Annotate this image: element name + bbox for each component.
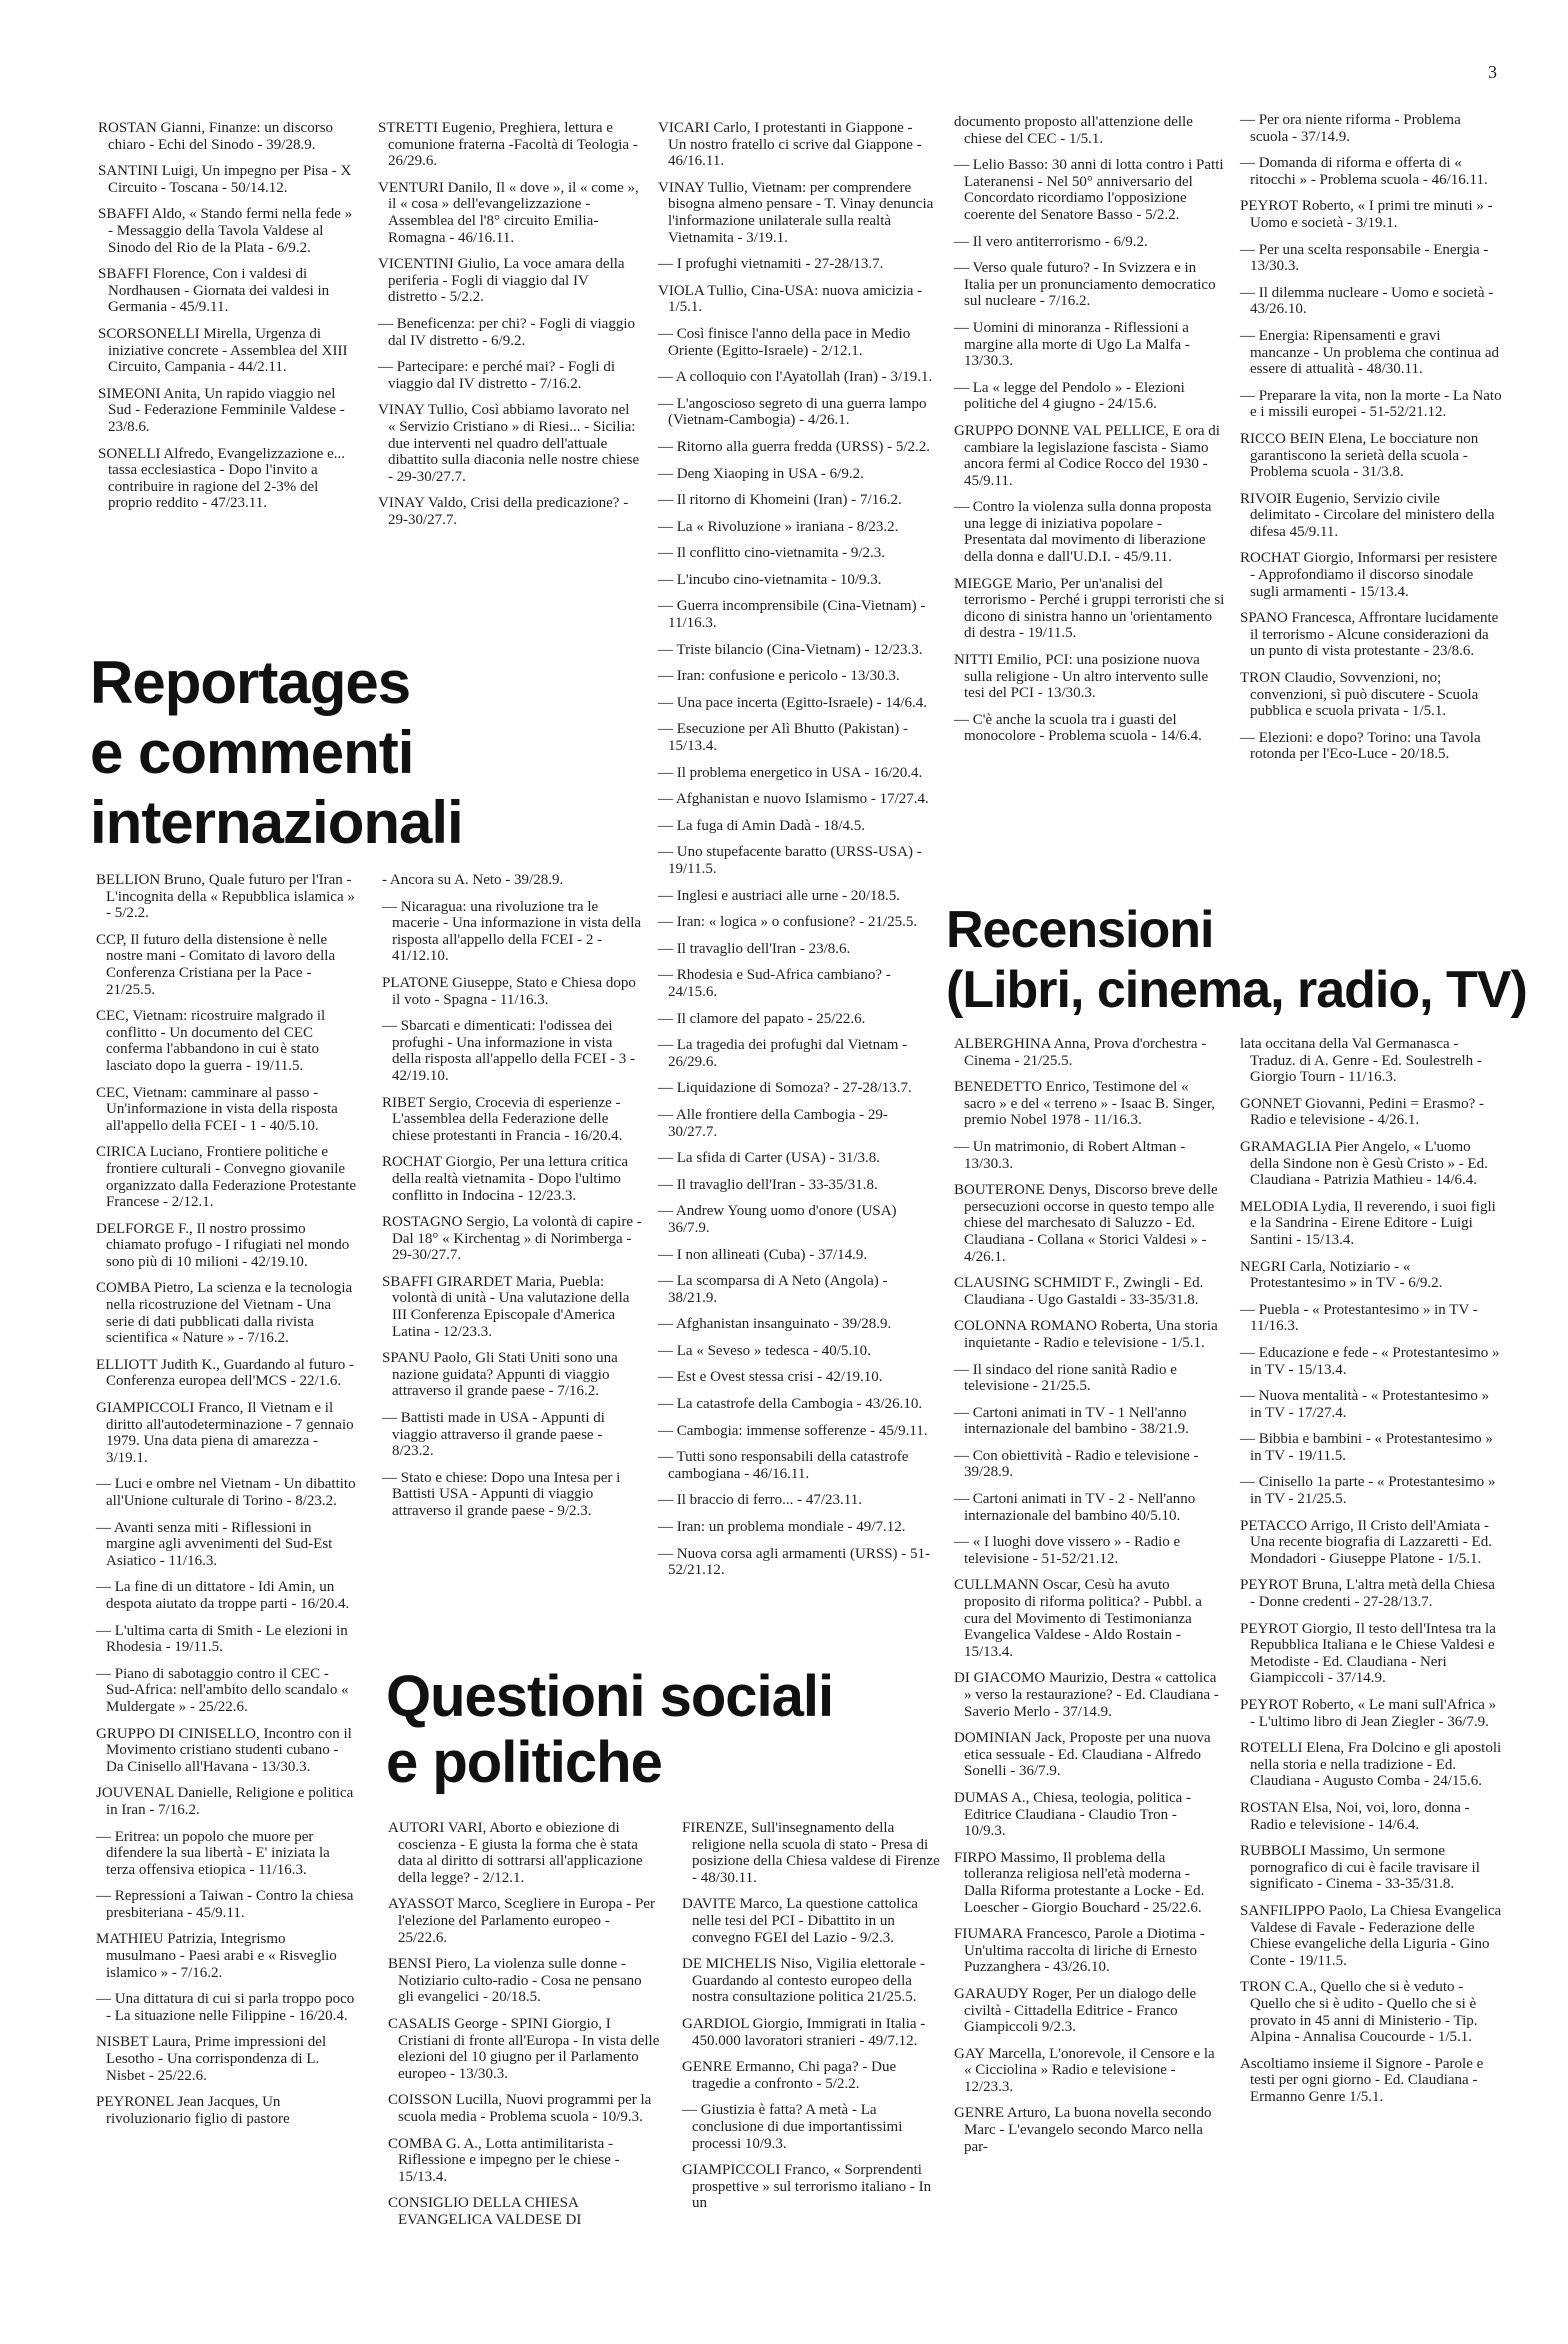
index-entry: — Partecipare: e perché mai? - Fogli di viaggio dal IV distretto - 7/16.2. [378,359,615,392]
index-entry: PLATONE Giuseppe, Stato e Chiesa dopo il voto - Spagna - 11/16.3. [382,974,636,1008]
index-entry: — La tragedia dei profughi dal Vietnam - 26/29.6. [658,1037,908,1070]
index-entry: — Guerra incomprensibile (Cina-Vietnam) - 11/16.3. [658,598,926,632]
index-entry: — Andrew Young uomo d'onore (USA) 36/7.9. [658,1203,897,1236]
index-entry: JOUVENAL Danielle, Religione e politica in Iran - 7/16.2. [96,1785,354,1818]
index-entry: NEGRI Carla, Notiziario - « Protestantesimo » in TV - 6/9.2. [1240,1258,1443,1292]
index-entry: — Il problema energetico in USA - 16/20.4. [658,764,923,781]
index-entry: — « I luoghi dove vissero » - Radio e televisione - 51-52/21.12. [954,1534,1181,1567]
index-entry: — Un matrimonio, di Robert Altman - 13/30.3. [954,1138,1186,1172]
index-entry: documento proposto all'attenzione delle chiese del CEC - 1/5.1. [954,114,1193,147]
index-entry: — Afghanistan e nuovo Islamismo - 17/27.4. [658,791,929,808]
index-entry: — Luci e ombre nel Vietnam - Un dibattito all'Unione culturale di Torino - 8/23.2. [96,1476,356,1509]
index-entry: GENRE Arturo, La buona novella secondo Marc - L'evangelo secondo Marco nella par- [954,2105,1212,2155]
index-entry: — Afghanistan insanguinato - 39/28.9. [658,1316,892,1333]
index-entry: PEYROT Roberto, « I primi tre minuti » - Uomo e società - 3/19.1. [1240,198,1493,231]
index-entry: PETACCO Arrigo, Il Cristo dell'Amiata - Una recente biografia di Lazzaretti - Ed. Mondadori - Giuseppe Platone - 1/5.1. [1240,1517,1492,1567]
index-entry: NITTI Emilio, PCI: una posizione nuova sulla religione - Un altro intervento sulle tesi del PCI - 13/30.3. [954,652,1209,702]
index-entry: SIMEONI Anita, Un rapido viaggio nel Sud - Federazione Femminile Valdese - 23/8.6. [98,385,345,435]
index-entry: CEC, Vietnam: camminare al passo - Un'informazione in vista della risposta all'appello della FCEI - 1 - 40/5.10. [96,1084,338,1134]
headline-line: e politiche [386,1730,662,1795]
index-entry: SPANO Francesca, Affrontare lucidamente il terrorismo - Alcune considerazioni da un punto di vista protestante - 23/8.6. [1240,610,1499,660]
index-entry: VENTURI Danilo, Il « dove », il « come », il « cosa » dell'evangelizzazione - Assemblea del l'8° circuito Emilia-Romagna - 46/16.11. [378,179,639,246]
index-entry: — Est e Ovest stessa crisi - 42/19.10. [658,1369,883,1386]
index-entry: — Preparare la vita, non la morte - La Nato e i missili europei - 51-52/21.12. [1240,387,1502,421]
index-entry: — Bibbia e bambini - « Protestantesimo » in TV - 19/11.5. [1240,1431,1493,1464]
index-entry: — Esecuzione per Alì Bhutto (Pakistan) - 15/13.4. [658,721,908,755]
index-entry: DAVITE Marco, La questione cattolica nelle tesi del PCI - Dibattito in un convegno FGEI del Lazio - 9/2.3. [682,1896,918,1946]
index-entry: SBAFFI Aldo, « Stando fermi nella fede » - Messaggio della Tavola Valdese al Sinodo del Rio de la Plata - 6/9.2. [98,206,353,256]
index-entry: VICARI Carlo, I protestanti in Giappone - Un nostro fratello ci scrive dal Giappone - 46/16.11. [658,120,922,170]
index-entry: — Il travaglio dell'Iran - 33-35/31.8. [658,1176,878,1193]
index-entry: SBAFFI Florence, Con i valdesi di Nordhausen - Giornata dei valdesi in Germania - 45/9.11. [98,266,330,316]
index-entry: ROCHAT Giorgio, Per una lettura critica della realtà vietnamita - Dopo l'ultimo conflitto in Indocina - 12/23.3. [382,1154,629,1204]
index-entry: — Per una scelta responsabile - Energia - 13/30.3. [1240,241,1489,275]
column-d [954,114,1226,755]
index-entry: — Iran: « logica » o confusione? - 21/25.5. [658,914,918,931]
index-entry: — Battisti made in USA - Appunti di viaggio attraverso il grande paese - 8/23.2. [382,1410,605,1460]
section-headline-questioni [386,1664,833,1796]
index-entry: — Uomini di minoranza - Riflessioni a margine alla morte di Ugo La Malfa - 13/30.3. [954,319,1190,370]
index-entry: DUMAS A., Chiesa, teologia, politica - Editrice Claudiana - Claudio Tron - 10/9.3. [954,1789,1192,1840]
index-entry: — Cambogia: immense sofferenze - 45/9.11. [658,1422,928,1439]
index-entry: — Il conflitto cino-vietnamita - 9/2.3. [658,545,886,562]
index-entry: — Stato e chiese: Dopo una Intesa per i Battisti USA - Appunti di viaggio attraverso il grande paese - 9/2.3. [382,1469,621,1519]
index-entry: — Sbarcati e dimenticati: l'odissea dei profughi - Una informazione in vista della risposta all'appello della FCEI - 3 - 42/19.10. [382,1018,636,1084]
index-entry: — Così finisce l'anno della pace in Medio Oriente (Egitto-Israele) - 2/12.1. [658,325,911,359]
index-entry: — Con obiettività - Radio e televisione - 39/28.9. [954,1447,1199,1481]
column-questioni-a [388,1820,660,2238]
index-entry: ROSTAN Gianni, Finanze: un discorso chiaro - Echi del Sinodo - 39/28.9. [98,120,334,153]
index-entry: COMBA Pietro, La scienza e la tecnologia nella ricostruzione del Vietnam - Una serie di dati pubblicati dalla rivista scientifica « Nature » - 7/16.2. [96,1280,353,1347]
index-entry: lata occitana della Val Germanasca - Traduz. di A. Genre - Ed. Soulestrelh - Giorgio Tourn - 11/16.3. [1240,1036,1482,1086]
index-entry: — Tutti sono responsabili della catastrofe cambogiana - 46/16.11. [658,1449,909,1482]
index-entry: — Una pace incerta (Egitto-Israele) - 14/6.4. [658,694,928,711]
index-entry: PEYROT Roberto, « Le mani sull'Africa » - L'ultimo libro di Jean Ziegler - 36/7.9. [1240,1697,1497,1730]
index-entry: CEC, Vietnam: ricostruire malgrado il conflitto - Un documento del CEC conferma l'abbandono in cui è stato lasciato dopo la guerra - 19/11.5. [96,1008,326,1074]
index-entry: VINAY Tullio, Vietnam: per comprendere bisogna almeno pensare - T. Vinay denuncia l'informazione unilaterale sulla realtà Vietnamita - 3/19.1. [658,179,934,246]
index-entry: — Cartoni animati in TV - 1 Nell'anno internazionale del bambino - 38/21.9. [954,1404,1189,1438]
index-entry: — La sfida di Carter (USA) - 31/3.8. [658,1150,881,1167]
index-entry: GRUPPO DI CINISELLO, Incontro con il Movimento cristiano studenti cubano - Da Cinisello all'Havana - 13/30.3. [96,1725,352,1775]
index-entry: SANFILIPPO Paolo, La Chiesa Evangelica Valdese di Favale - Federazione delle Chiese evangeliche della Liguria - Gino Conte - 19/11.5. [1240,1902,1502,1969]
index-entry: GARDIOL Giorgio, Immigrati in Italia - 450.000 lavoratori stranieri - 49/7.12. [682,2015,926,2049]
section-headline-recensioni [946,900,1527,1020]
index-entry: CLAUSING SCHMIDT F., Zwingli - Ed. Claudiana - Ugo Gastaldi - 33-35/31.8. [954,1275,1204,1308]
index-entry: FIRPO Massimo, Il problema della tolleranza religiosa nell'età moderna - Dalla Riforma protestante a Locke - Ed. Loescher - Giorgio Bouchard - 25/22.6. [954,1849,1205,1916]
index-entry: MATHIEU Patrizia, Integrismo musulmano - Paesi arabi e « Risveglio islamico » - 7/16.2. [96,1931,337,1981]
index-entry: VINAY Valdo, Crisi della predicazione? - 29-30/27.7. [378,495,629,528]
page-number: 3 [1488,62,1497,82]
index-entry: — La fuga di Amin Dadà - 18/4.5. [658,817,866,834]
index-entry: — Triste bilancio (Cina-Vietnam) - 12/23.3. [658,641,923,658]
index-entry: — Il vero antiterrorismo - 6/9.2. [954,233,1148,250]
index-entry: — La « Seveso » tedesca - 40/5.10. [658,1342,871,1359]
index-entry: — Liquidazione di Somoza? - 27-28/13.7. [658,1080,912,1097]
index-entry: — Cinisello 1a parte - « Protestantesimo » in TV - 21/25.5. [1240,1474,1496,1508]
index-entry: — Il braccio di ferro... - 47/23.11. [658,1492,862,1509]
index-entry: — La catastrofe della Cambogia - 43/26.10. [658,1396,923,1413]
index-entry: GENRE Ermanno, Chi paga? - Due tragedie a confronto - 5/2.2. [682,2059,897,2092]
index-entry: — Rhodesia e Sud-Africa cambiano? - 24/15.6. [658,967,891,1000]
index-entry: VINAY Tullio, Così abbiamo lavorato nel « Servizio Cristiano » di Riesi... - Sicilia: due interventi nel quadro dell'attuale dibattito sulla diaconia nelle nostre chiese - 29-30/27.7. [378,402,640,485]
index-entry: GAY Marcella, L'onorevole, il Censore e la « Cicciolina » Radio e televisione - 12/23.3. [954,2045,1215,2095]
column-c [658,120,934,1589]
headline-line: internazionali [90,789,463,856]
index-entry: COISSON Lucilla, Nuovi programmi per la scuola media - Problema scuola - 10/9.3. [388,2092,652,2125]
index-entry: — Energia: Ripensamenti e gravi mancanze - Un problema che continua ad essere di attualità - 48/30.11. [1240,327,1500,378]
column-reportages-b [382,872,644,1530]
index-entry: — Elezioni: e dopo? Torino: una Tavola rotonda per l'Eco-Luce - 20/18.5. [1240,729,1481,763]
column-e [1240,112,1502,773]
index-entry: — Contro la violenza sulla donna proposta una legge di iniziativa popolare - Presentata dal movimento di liberazione della donna e dall'U.D.I. - 45/9.11. [954,499,1212,566]
index-entry: — Nuova corsa agli armamenti (URSS) - 51-52/21.12. [658,1545,931,1579]
index-entry: — Verso quale futuro? - In Svizzera e in Italia per un pronunciamento democratico sul nucleare - 7/16.2. [954,260,1216,310]
index-entry: RIVOIR Eugenio, Servizio civile delimitato - Circolare del ministero della difesa 45/9.11. [1240,490,1495,540]
index-entry: — Il dilemma nucleare - Uomo e società - 43/26.10. [1240,284,1494,318]
index-entry: GIAMPICCOLI Franco, « Sorprendenti prospettive » sul terrorismo italiano - In un [682,2162,932,2212]
index-entry: CCP, Il futuro della distensione è nelle nostre mani - Comitato di lavoro della Conferenza Cristiana per la Pace - 21/25.5. [96,931,336,998]
index-entry: — Eritrea: un popolo che muore per difendere la sua libertà - E' iniziata la terza offensiva etiopica - 11/16.3. [96,1828,330,1878]
index-entry: ROTELLI Elena, Fra Dolcino e gli apostoli nella storia e nella tradizione - Ed. Claudiana - Augusto Comba - 24/15.6. [1240,1740,1502,1790]
index-entry: — Giustizia è fatta? A metà - La conclusione di due importantissimi processi 10/9.3. [682,2102,903,2152]
index-entry: — Piano di sabotaggio contro il CEC - Sud-Africa: nell'ambito dello scandalo « Muldergate » - 25/22.6. [96,1665,349,1715]
index-entry: CIRICA Luciano, Frontiere politiche e frontiere culturali - Convegno giovanile organizzato dalla Federazione Protestante Francese - 2/12.1. [96,1144,357,1211]
index-entry: — Il clamore del papato - 25/22.6. [658,1010,866,1027]
index-entry: FIRENZE, Sull'insegnamento della religione nella scuola di stato - Presa di posizione della Chiesa valdese di Firenze - 48/30.11. [682,1820,940,1886]
index-entry: AUTORI VARI, Aborto e obiezione di coscienza - E giusta la forma che è stata data al diritto di sottrarsi all'applicazione della legge? - 2/12.1. [388,1820,643,1886]
index-entry: — Cartoni animati in TV - 2 - Nell'anno internazionale del bambino 40/5.10. [954,1491,1196,1524]
column-top-b [378,120,640,538]
index-entry: ROSTAGNO Sergio, La volontà di capire - Dal 18° « Kirchentag » di Norimberga - 29-30/27.7. [382,1214,642,1264]
index-entry: SANTINI Luigi, Un impegno per Pisa - X Circuito - Toscana - 50/14.12. [98,163,352,196]
index-entry: ROCHAT Giorgio, Informarsi per resistere - Approfondiamo il discorso sinodale sugli armamenti - 15/13.4. [1240,550,1498,600]
headline-line: (Libri, cinema, radio, TV) [946,961,1527,1019]
section-headline-reportages [90,648,463,858]
index-entry: CULLMANN Oscar, Cesù ha avuto proposito di riforma politica? - Pubbl. a cura del Movimento di Testimonianza Evangelica Valdese - Aldo Rostain - 15/13.4. [954,1577,1202,1660]
index-entry: — La « legge del Pendolo » - Elezioni politiche del 4 giugno - 24/15.6. [954,379,1185,413]
index-entry: — Uno stupefacente baratto (URSS-USA) - 19/11.5. [658,844,922,877]
index-entry: GRUPPO DONNE VAL PELLICE, E ora di cambiare la legislazione fascista - Siamo ancora fermi al Codice Rocco del 1930 - 45/9.11. [954,422,1220,489]
index-entry: VICENTINI Giulio, La voce amara della periferia - Fogli di viaggio dal IV distretto - 5/2.2. [378,256,625,306]
index-entry: PEYRONEL Jean Jacques, Un rivoluzionario figlio di pastore [96,2094,290,2127]
index-entry: — I non allineati (Cuba) - 37/14.9. [658,1246,868,1263]
index-entry: DOMINIAN Jack, Proposte per una nuova etica sessuale - Ed. Claudiana - Alfredo Sonelli - 36/7.9. [954,1730,1211,1780]
index-entry: STRETTI Eugenio, Preghiera, lettura e comunione fraterna -Facoltà di Teologia - 26/29.6. [378,120,638,170]
index-entry: AYASSOT Marco, Scegliere in Europa - Per l'elezione del Parlamento europeo - 25/22.6. [388,1896,656,1946]
column-recensioni-a [954,1036,1222,2165]
index-entry: — Nuova mentalità - « Protestantesimo » in TV - 17/27.4. [1240,1388,1490,1421]
column-questioni-b [682,1820,942,2222]
index-entry: — Alle frontiere della Cambogia - 29-30/27.7. [658,1106,888,1140]
index-entry: SONELLI Alfredo, Evangelizzazione e... tassa ecclesiastica - Dopo l'invito a contribuire in ragione del 2-3% del proprio reddito - 47/23.11. [98,445,345,512]
index-entry: — Inglesi e austriaci alle urne - 20/18.5. [658,887,901,904]
index-entry: Ascoltiamo insieme il Signore - Parole e testi per ogni giorno - Ed. Claudiana - Ermanno Genre 1/5.1. [1240,2055,1484,2105]
column-reportages-a [96,872,358,2137]
index-entry: RUBBOLI Massimo, Un sermone pornografico di cui è facile travisare il significato - Cinema - 33-35/31.8. [1240,1843,1480,1893]
index-entry: — Una dittatura di cui si parla troppo poco - La situazione nelle Filippine - 16/20.4. [96,1991,355,2024]
index-entry: GONNET Giovanni, Pedini = Erasmo? - Radio e televisione - 4/26.1. [1240,1095,1484,1129]
index-entry: — La « Rivoluzione » iraniana - 8/23.2. [658,518,899,535]
index-entry: SBAFFI GIRARDET Maria, Puebla: volontà di unità - Una valutazione della III Conferenza Episcopale d'America Latina - 12/23.3. [382,1273,630,1340]
index-entry: — C'è anche la scuola tra i guasti del monocolore - Problema scuola - 14/6.4. [954,711,1202,745]
index-entry: — L'angoscioso segreto di una guerra lampo (Vietnam-Cambogia) - 4/26.1. [658,395,927,429]
index-entry: — Ritorno alla guerra fredda (URSS) - 5/2.2. [658,438,931,455]
index-entry: PEYROT Bruna, L'altra metà della Chiesa - Donne credenti - 27-28/13.7. [1240,1577,1495,1611]
index-entry: VIOLA Tullio, Cina-USA: nuova amicizia - 1/5.1. [658,282,923,316]
index-entry: — Il travaglio dell'Iran - 23/8.6. [658,940,851,957]
index-entry: BELLION Bruno, Quale futuro per l'Iran - L'incognita della « Repubblica islamica » - 5/2.2. [96,872,355,922]
index-entry: TRON Claudio, Sovvenzioni, no; convenzioni, sì può discutere - Scuola pubblica e scuola privata - 1/5.1. [1240,670,1479,720]
headline-line: Questioni sociali [386,1664,834,1729]
index-entry: — La scomparsa di A Neto (Angola) - 38/21.9. [658,1273,888,1306]
headline-line: Recensioni [946,901,1214,959]
index-entry: PEYROT Giorgio, Il testo dell'Intesa tra la Repubblica Italiana e le Chiese Valdesi e Metodiste - Ed. Claudiana - Neri Giampiccoli - 37/14.9. [1240,1620,1496,1687]
index-entry: DE MICHELIS Niso, Vigilia elettorale - Guardando al contesto europeo della nostra consultazione politica 21/25.5. [682,1956,925,2006]
index-entry: — Beneficenza: per chi? - Fogli di viaggio dal IV distretto - 6/9.2. [378,315,635,349]
index-entry: — L'ultima carta di Smith - Le elezioni in Rhodesia - 19/11.5. [96,1622,348,1656]
index-entry: SPANU Paolo, Gli Stati Uniti sono una nazione guidata? Appunti di viaggio attraverso il grande paese - 7/16.2. [382,1350,618,1400]
index-entry: RIBET Sergio, Crocevia di esperienze - L'assemblea della Federazione delle chiese protestanti in Francia - 16/20.4. [382,1094,623,1144]
index-entry: ROSTAN Elsa, Noi, voi, loro, donna - Radio e televisione - 14/6.4. [1240,1799,1470,1833]
index-entry: MELODIA Lydia, Il reverendo, i suoi figli e la Sandrina - Eirene Editore - Luigi Santini - 15/13.4. [1240,1198,1496,1248]
index-entry: — I profughi vietnamiti - 27-28/13.7. [658,256,884,273]
index-entry: - Ancora su A. Neto - 39/28.9. [382,872,564,888]
index-entry: RICCO BEIN Elena, Le bocciature non garantiscono la serietà della scuola - Problema scuola - 31/3.8. [1240,430,1479,481]
index-entry: FIUMARA Francesco, Parole a Diotima - Un'ultima raccolta di liriche di Ernesto Puzzanghera - 43/26.10. [954,1926,1205,1976]
headline-line: Reportages [90,649,411,716]
index-entry: — Per ora niente riforma - Problema scuola - 37/14.9. [1240,112,1461,145]
index-entry: GIAMPICCOLI Franco, Il Vietnam e il diritto all'autodeterminazione - 7 gennaio 1979. Una data piena di amarezza - 3/19.1. [96,1400,354,1466]
index-entry: — Deng Xiaoping in USA - 6/9.2. [658,465,864,482]
index-entry: ALBERGHINA Anna, Prova d'orchestra - Cinema - 21/25.5. [954,1036,1207,1069]
index-entry: — Iran: un problema mondiale - 49/7.12. [658,1519,906,1536]
index-entry: GRAMAGLIA Pier Angelo, « L'uomo della Sindone non è Gesù Cristo » - Ed. Claudiana - Patrizia Mathieu - 14/6.4. [1240,1138,1488,1189]
index-entry: GARAUDY Roger, Per un dialogo delle civiltà - Cittadella Editrice - Franco Giampiccoli 9/2.3. [954,1985,1197,2036]
column-top-a [98,120,360,522]
index-entry: — Nicaragua: una rivoluzione tra le macerie - Una informazione in vista della risposta all'appello della FCEI - 2 - 41/12.10. [382,898,642,965]
index-entry: — Domanda di riforma e offerta di « ritocchi » - Problema scuola - 46/16.11. [1240,155,1488,188]
index-entry: — La fine di un dittatore - Idi Amin, un despota aiutato da troppe parti - 16/20.4. [96,1579,350,1612]
index-entry: NISBET Laura, Prime impressioni del Lesotho - Una corrispondenza di L. Nisbet - 25/22.6. [96,2034,327,2084]
index-entry: BOUTERONE Denys, Discorso breve delle persecuzioni occorse in questo tempo alle chiese del marchesato di Saluzzo - Ed. Claudiana - Collana « Storici Valdesi » - 4/26.1. [954,1182,1218,1265]
index-entry: — Puebla - « Protestantesimo » in TV - 11/16.3. [1240,1301,1478,1335]
index-entry: COMBA G. A., Lotta antimilitarista - Riflessione e impegno per le chiese - 15/13.4. [388,2135,620,2185]
index-entry: COLONNA ROMANO Roberta, Una storia inquietante - Radio e televisione - 1/5.1. [954,1318,1218,1351]
index-entry: — Educazione e fede - « Protestantesimo » in TV - 15/13.4. [1240,1344,1500,1378]
index-entry: CONSIGLIO DELLA CHIESA EVANGELICA VALDESE DI [388,2195,582,2228]
index-entry: — Il sindaco del rione sanità Radio e televisione - 21/25.5. [954,1361,1177,1395]
column-recensioni-b [1240,1036,1502,2115]
index-entry: SCORSONELLI Mirella, Urgenza di iniziative concrete - Assemblea del XIII Circuito, Campania - 44/2.11. [98,325,348,376]
index-entry: BENSI Piero, La violenza sulle donne - Notiziario culto-radio - Cosa ne pensano gli evangelici - 20/18.5. [388,1956,642,2006]
index-entry: — Avanti senza miti - Riflessioni in margine agli avvenimenti del Sud-Est Asiatico - 11/16.3. [96,1519,333,1569]
index-entry: TRON C.A., Quello che si è veduto - Quello che si è udito - Quello che si è provato in 45 anni di Ministerio - Tip. Alpina - Annalisa Coucourde - 1/5.1. [1240,1979,1478,2046]
index-entry: — A colloquio con l'Ayatollah (Iran) - 3/19.1. [658,369,933,386]
headline-line: e commenti [90,719,414,786]
index-entry: — Repressioni a Taiwan - Contro la chiesa presbiteriana - 45/9.11. [96,1888,354,1921]
index-entry: DI GIACOMO Maurizio, Destra « cattolica » verso la restaurazione? - Ed. Claudiana - Saverio Merlo - 37/14.9. [954,1670,1219,1720]
index-entry: ELLIOTT Judith K., Guardando al futuro - Conferenza europea dell'MCS - 22/1.6. [96,1356,354,1390]
index-entry: DELFORGE F., Il nostro prossimo chiamato profugo - I rifugiati nel mondo sono più di 10 milioni - 42/19.10. [96,1220,350,1270]
index-entry: — Iran: confusione e pericolo - 13/30.3. [658,668,900,685]
index-entry: CASALIS George - SPINI Giorgio, I Cristiani di fronte all'Europa - In vista delle elezioni del 10 giugno per il Parlamento europeo - 13/30.3. [388,2015,660,2082]
index-entry: — Lelio Basso: 30 anni di lotta contro i Patti Lateranensi - Nel 50° anniversario del Concordato ricordiamo l'opposizione coerente del Senatore Basso - 5/2.2. [954,157,1224,223]
index-entry: — Il ritorno di Khomeini (Iran) - 7/16.2. [658,492,902,509]
index-entry: MIEGGE Mario, Per un'analisi del terrorismo - Perché i gruppi terroristi che si dicono di sinistra hanno un 'orientamento di destra - 19/11.5. [954,575,1225,642]
index-entry: — L'incubo cino-vietnamita - 10/9.3. [658,571,882,588]
index-entry: BENEDETTO Enrico, Testimone del « sacro » e del « terreno » - Isaac B. Singer, premio Nobel 1978 - 11/16.3. [954,1079,1215,1129]
